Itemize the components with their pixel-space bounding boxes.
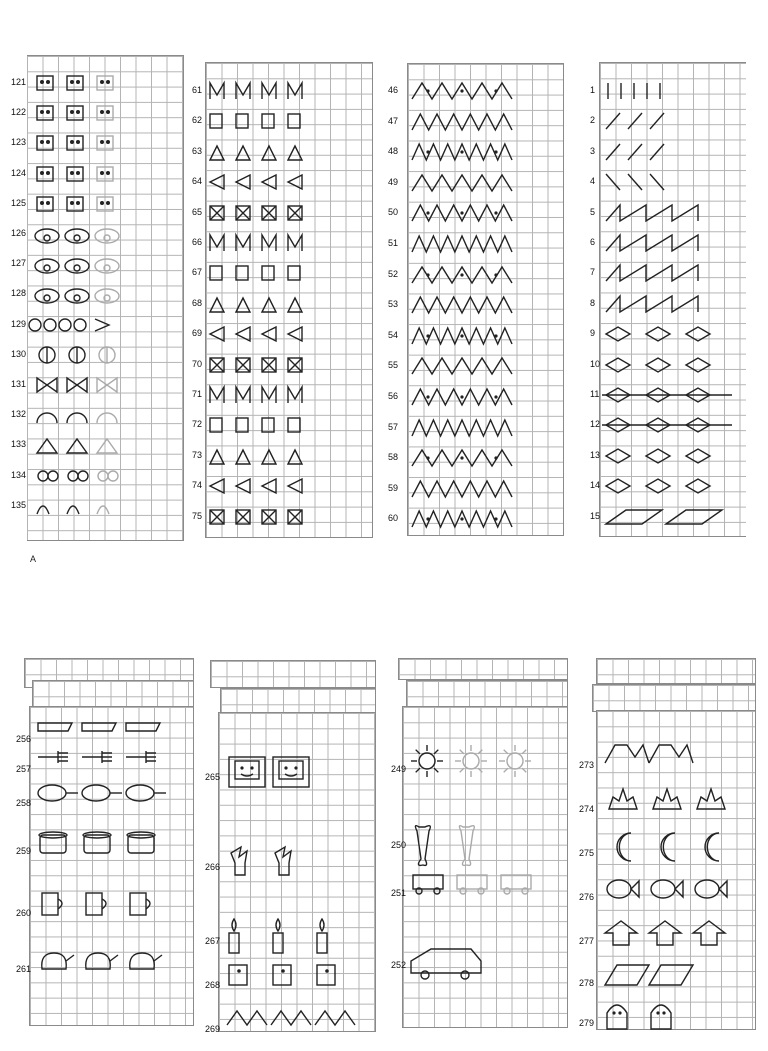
row-pictogram (208, 416, 373, 434)
exercise-row (11, 406, 183, 424)
row-number: 266 (205, 862, 221, 872)
exercise-row (11, 316, 183, 334)
row-number: 128 (11, 288, 27, 299)
exercise-row (192, 447, 372, 465)
row-pictogram (29, 104, 183, 122)
bottom-column-kitchen (14, 656, 194, 1024)
row-number: 127 (11, 258, 27, 269)
row-pictogram (602, 386, 746, 404)
bottom-column-things (391, 658, 571, 1024)
row-number: 258 (16, 798, 32, 808)
row-pictogram (602, 508, 746, 526)
row-number: 122 (11, 107, 27, 118)
row-pictogram (602, 173, 746, 191)
row-number: 4 (590, 176, 596, 187)
exercise-row (192, 82, 372, 100)
tv-robot-face-icon (223, 755, 373, 799)
exercise-row (192, 295, 372, 313)
row-number: 11 (590, 389, 600, 399)
worksheet-column-d (590, 62, 746, 537)
exercise-row (391, 875, 567, 911)
exercise-row (590, 204, 746, 222)
row-number: 74 (192, 480, 203, 491)
exercise-row (590, 82, 746, 100)
row-pictogram (29, 316, 183, 334)
row-pictogram (208, 508, 373, 526)
row-pictogram (602, 264, 746, 282)
row-pictogram (410, 113, 564, 131)
row-pictogram (602, 325, 746, 343)
row-number: 63 (192, 145, 203, 156)
worksheet-things (391, 706, 568, 1028)
worksheet-objects (205, 712, 376, 1034)
row-number: 7 (590, 267, 596, 278)
row-number: 133 (11, 439, 27, 450)
row-number: 54 (388, 329, 399, 340)
row-number: 10 (590, 358, 601, 369)
row-number: 56 (388, 391, 399, 401)
row-pictogram (208, 82, 373, 100)
row-pictogram (29, 165, 183, 183)
row-pictogram (602, 143, 746, 161)
cooking-pot-icon (34, 829, 184, 873)
row-pictogram (29, 436, 183, 454)
exercise-row (11, 195, 183, 213)
row-number: 48 (388, 146, 399, 157)
row-pictogram (208, 143, 373, 161)
exercise-row (590, 325, 746, 343)
exercise-row (590, 416, 746, 434)
row-number: 252 (391, 960, 407, 970)
row-number: 55 (388, 360, 399, 371)
row-pictogram (29, 497, 183, 515)
exercise-row (388, 449, 563, 467)
row-number: 268 (205, 980, 221, 990)
row-number: 58 (388, 452, 399, 463)
row-pictogram (602, 82, 746, 100)
stacked-page-back (210, 660, 376, 688)
row-pictogram (410, 143, 564, 161)
exercise-row (16, 951, 193, 987)
teapot-icon (34, 947, 184, 991)
row-pictogram (208, 386, 373, 404)
exercise-row (16, 833, 193, 869)
row-pictogram (208, 173, 373, 191)
row-pictogram (208, 477, 373, 495)
row-pictogram (410, 327, 564, 345)
exercise-row (388, 235, 563, 253)
row-number: 279 (579, 1018, 595, 1028)
row-number: 12 (590, 419, 601, 430)
row-pictogram (410, 480, 564, 498)
row-pictogram (208, 325, 373, 343)
row-number: 9 (590, 328, 596, 339)
frying-pan-icon (34, 781, 184, 825)
row-pictogram (29, 376, 183, 394)
row-number: 75 (192, 510, 203, 521)
exercise-row (590, 356, 746, 374)
row-pictogram (602, 416, 746, 434)
exercise-row (388, 510, 563, 528)
crescent-icon (601, 831, 751, 875)
row-number: 125 (11, 197, 27, 208)
torch-icon (223, 845, 373, 889)
row-number: 5 (590, 206, 596, 217)
row-number: 250 (391, 840, 407, 850)
exercise-row (11, 134, 183, 152)
exercise-row (205, 759, 375, 795)
row-number: 70 (192, 358, 203, 369)
exercise-row (11, 436, 183, 454)
exercise-row (11, 467, 183, 485)
row-number: 6 (590, 237, 596, 247)
exercise-row (388, 327, 563, 345)
exercise-row (579, 747, 755, 783)
exercise-row (579, 835, 755, 871)
exercise-row (388, 388, 563, 406)
row-number: 52 (388, 268, 399, 279)
row-number: 50 (388, 207, 399, 218)
row-number: 71 (192, 389, 203, 399)
row-number: 46 (388, 85, 399, 95)
stacked-page-mid (406, 680, 568, 708)
row-number: 277 (579, 936, 595, 946)
exercise-row (11, 285, 183, 303)
arrow-up-icon (601, 919, 751, 963)
row-number: 123 (11, 137, 27, 148)
row-pictogram (29, 346, 183, 364)
row-number: 62 (192, 115, 203, 126)
exercise-row (391, 751, 567, 787)
exercise-row (192, 234, 372, 252)
row-number: 276 (579, 892, 595, 902)
row-number: 257 (16, 764, 32, 774)
fish-icon (601, 875, 751, 919)
row-number: 251 (391, 888, 407, 898)
exercise-row (16, 895, 193, 931)
row-pictogram (208, 234, 373, 252)
exercise-row (11, 255, 183, 273)
row-number: 69 (192, 328, 203, 339)
exercise-row (590, 477, 746, 495)
exercise-row (590, 295, 746, 313)
row-pictogram (410, 296, 564, 314)
stacked-page-back (596, 658, 756, 684)
row-pictogram (208, 447, 373, 465)
exercise-row (391, 947, 567, 983)
row-number: 72 (192, 419, 203, 430)
square-dot-icon (223, 963, 373, 1007)
row-pictogram (410, 235, 564, 253)
row-number: 267 (205, 936, 221, 946)
row-number: 134 (11, 469, 27, 480)
mug-icon (34, 891, 184, 935)
exercise-row (192, 477, 372, 495)
exercise-row (16, 785, 193, 821)
exercise-row (590, 173, 746, 191)
zigzag-ribbon-icon (601, 743, 751, 787)
row-number: 14 (590, 480, 601, 491)
stacked-page-mid (592, 684, 756, 712)
row-pictogram (602, 447, 746, 465)
car-icon (407, 943, 557, 987)
exercise-row (11, 346, 183, 364)
exercise-row (590, 508, 746, 526)
row-number: 49 (388, 176, 399, 187)
parallelogram-chain-icon (601, 961, 751, 1005)
exercise-row (388, 357, 563, 375)
row-number: 278 (579, 978, 595, 988)
exercise-row (205, 1011, 375, 1047)
row-pictogram (208, 356, 373, 374)
row-pictogram (602, 234, 746, 252)
row-pictogram (602, 477, 746, 495)
exercise-row (192, 508, 372, 526)
row-pictogram (208, 264, 373, 282)
row-pictogram (410, 510, 564, 528)
row-number: 68 (192, 297, 203, 308)
row-number: 256 (16, 734, 32, 744)
exercise-row (590, 234, 746, 252)
exercise-row (388, 143, 563, 161)
exercise-row (579, 965, 755, 1001)
zigzag-icon (223, 1007, 373, 1051)
row-pictogram (410, 419, 564, 437)
row-pictogram (29, 74, 183, 92)
row-number: 132 (11, 409, 27, 420)
row-pictogram (410, 204, 564, 222)
exercise-row (391, 827, 567, 863)
row-number: 135 (11, 499, 27, 510)
exercise-row (11, 225, 183, 243)
row-pictogram (602, 204, 746, 222)
exercise-row (579, 791, 755, 827)
exercise-row (590, 143, 746, 161)
bottom-column-objects (205, 660, 378, 1034)
exercise-row (192, 264, 372, 282)
row-number: 273 (579, 760, 595, 770)
exercise-row (579, 1005, 755, 1041)
row-number: 61 (192, 85, 203, 95)
row-pictogram (410, 174, 564, 192)
train-icon (407, 871, 557, 915)
candle-icon (223, 919, 373, 963)
exercise-row (388, 266, 563, 284)
row-number: 67 (192, 267, 203, 278)
exercise-row (590, 112, 746, 130)
row-number: 15 (590, 510, 601, 521)
row-pictogram (602, 295, 746, 313)
exercise-row (192, 356, 372, 374)
exercise-row (590, 447, 746, 465)
row-pictogram (602, 356, 746, 374)
row-number: 65 (192, 206, 203, 217)
worksheet-column-a (11, 55, 184, 541)
row-pictogram (602, 112, 746, 130)
bottom-column-shapes (576, 658, 756, 1028)
row-number: 249 (391, 764, 407, 774)
exercise-row (192, 325, 372, 343)
exercise-row (205, 849, 375, 885)
exercise-row (388, 174, 563, 192)
bone-icon (407, 823, 557, 867)
worksheet-shapes (579, 710, 756, 1030)
exercise-row (192, 204, 372, 222)
row-number: 51 (388, 238, 399, 248)
row-number: 260 (16, 908, 32, 918)
row-pictogram (410, 82, 564, 100)
row-number: 275 (579, 848, 595, 858)
exercise-row (579, 923, 755, 959)
row-number: 60 (388, 513, 399, 524)
row-pictogram (29, 467, 183, 485)
row-number: 130 (11, 348, 27, 359)
exercise-row (192, 143, 372, 161)
exercise-row (192, 386, 372, 404)
figure-caption: A (30, 554, 37, 564)
row-number: 265 (205, 772, 221, 782)
exercise-row (388, 480, 563, 498)
row-number: 2 (590, 115, 596, 126)
exercise-row (192, 112, 372, 130)
exercise-row (388, 113, 563, 131)
row-number: 8 (590, 297, 596, 308)
row-pictogram (410, 449, 564, 467)
exercise-row (590, 386, 746, 404)
sun-icon (407, 747, 557, 791)
row-number: 57 (388, 421, 399, 432)
exercise-row (388, 204, 563, 222)
row-pictogram (29, 134, 183, 152)
exercise-row (388, 296, 563, 314)
exercise-row (579, 879, 755, 915)
row-pictogram (29, 285, 183, 303)
row-pictogram (208, 112, 373, 130)
row-number: 269 (205, 1024, 221, 1034)
row-number: 1 (590, 85, 596, 95)
exercise-row (590, 264, 746, 282)
exercise-row (11, 104, 183, 122)
stacked-page-back (398, 658, 568, 680)
exercise-row (11, 74, 183, 92)
row-pictogram (29, 406, 183, 424)
row-number: 129 (11, 318, 27, 329)
row-number: 66 (192, 237, 203, 247)
row-number: 64 (192, 176, 203, 187)
exercise-row (388, 82, 563, 100)
row-pictogram (208, 295, 373, 313)
row-number: 53 (388, 299, 399, 310)
exercise-row (192, 173, 372, 191)
worksheet-column-b (192, 62, 373, 538)
row-number: 126 (11, 228, 27, 238)
ghost-icon (601, 1001, 751, 1045)
row-number: 121 (11, 77, 27, 87)
worksheet-column-c (388, 63, 564, 536)
row-pictogram (410, 357, 564, 375)
row-number: 3 (590, 145, 596, 156)
row-pictogram (208, 204, 373, 222)
exercise-row (11, 165, 183, 183)
row-number: 59 (388, 482, 399, 493)
exercise-row (192, 416, 372, 434)
row-pictogram (29, 255, 183, 273)
flower-pot-icon (601, 787, 751, 831)
row-pictogram (29, 225, 183, 243)
row-number: 259 (16, 846, 32, 856)
worksheet-kitchen (16, 706, 194, 1026)
exercise-row (11, 497, 183, 515)
row-pictogram (410, 266, 564, 284)
row-number: 274 (579, 804, 595, 814)
row-number: 73 (192, 449, 203, 460)
row-number: 13 (590, 449, 601, 460)
row-number: 124 (11, 167, 27, 178)
row-number: 47 (388, 115, 399, 126)
exercise-row (388, 419, 563, 437)
row-pictogram (410, 388, 564, 406)
exercise-row (205, 967, 375, 1003)
row-pictogram (29, 195, 183, 213)
row-number: 131 (11, 379, 27, 389)
exercise-row (11, 376, 183, 394)
exercise-row (205, 923, 375, 959)
row-number: 261 (16, 964, 32, 974)
stacked-page-mid (220, 688, 376, 714)
